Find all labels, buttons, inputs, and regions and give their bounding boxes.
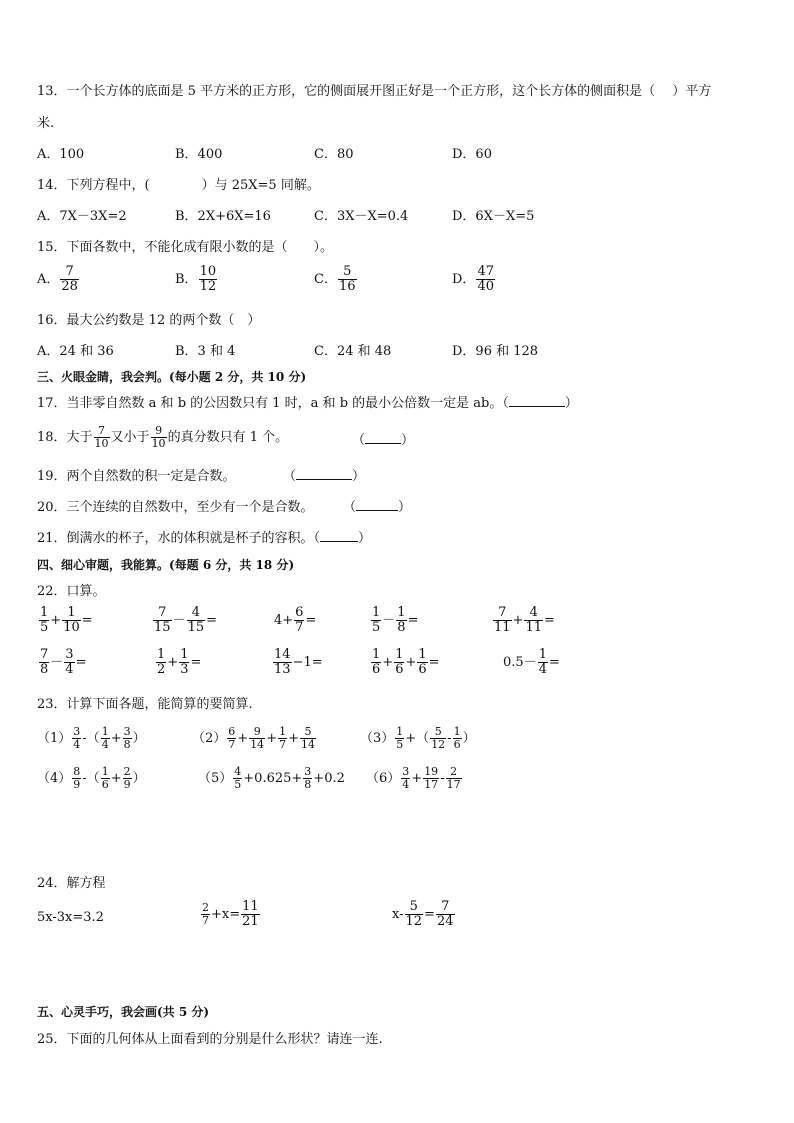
section-4-heading: 四、细心审题，我能算。(每题 6 分，共 18 分) <box>37 558 295 572</box>
q25-text: 25．下面的几何体从上面看到的分别是什么形状？请连一连. <box>37 1032 383 1047</box>
q22-expr-10: 0.5－ $\frac{1}{4}$ = <box>503 647 560 678</box>
q22-expr-8: $\frac{14}{13}$ −1= <box>274 647 323 678</box>
section-3-heading: 三、火眼金睛，我会判。(每小题 2 分，共 10 分) <box>37 370 307 384</box>
q24-equation-3: x- $\frac{5}{12}$ = $\frac{7}{24}$ <box>392 899 454 930</box>
q13-text: 13．一个长方体的底面是 5 平方米的正方形，它的侧面展开图正好是一个正方形，这个长方体的侧面积是（ ）平方 <box>37 84 712 99</box>
q15-option-c: C． $\frac{5}{16}$ <box>314 264 356 295</box>
q22-expr-3: 4+ $\frac{6}{7}$ = <box>274 605 317 636</box>
q15-text: 15．下面各数中，不能化成有限小数的是（ ）。 <box>37 240 334 255</box>
q22-expr-7: $\frac{1}{2}$ + $\frac{1}{3}$ = <box>157 647 202 678</box>
q23-expr-2: （2） $\frac{6}{7}$ + $\frac{9}{14}$ + $\frac{1}{7}$ + $\frac{5}{14}$ <box>192 725 315 752</box>
q14-option-d: D．6X－X=5 <box>452 209 535 224</box>
q13-option-a: A．100 <box>37 147 85 162</box>
section-5-heading: 五、心灵手巧，我会画(共 5 分) <box>37 1005 210 1019</box>
q22-expr-4: $\frac{1}{5}$ － $\frac{1}{8}$ = <box>372 605 419 636</box>
q14-text: 14．下列方程中，( ）与 25X=5 同解。 <box>37 178 320 193</box>
q16-text: 16．最大公约数是 12 的两个数（ ） <box>37 313 261 328</box>
q18-answer-blank[interactable]: （ ） <box>352 433 415 448</box>
q24-equation-1: 5x-3x=3.2 <box>37 910 104 925</box>
q22-expr-5: $\frac{7}{11}$ + $\frac{4}{11}$ = <box>494 605 555 636</box>
q24-equation-2: $\frac{2}{7}$ +x= $\frac{11}{21}$ <box>202 899 259 930</box>
q13-text-cont: 米. <box>37 116 55 131</box>
q13-option-b: B．400 <box>175 147 223 162</box>
q13-option-d: D．60 <box>452 147 492 162</box>
q13-option-c: C．80 <box>314 147 354 162</box>
q24-text: 24．解方程 <box>37 876 106 891</box>
q23-text: 23．计算下面各题，能简算的要简算. <box>37 697 253 712</box>
q23-expr-5: （5） $\frac{4}{5}$ +0.625+ $\frac{3}{8}$ +0.2 <box>198 765 345 792</box>
q14-option-c: C．3X－X=0.4 <box>314 209 409 224</box>
q23-expr-4: （4） $\frac{8}{9}$ -（ $\frac{1}{6}$ + $\frac{2}{9}$ ） <box>37 765 146 792</box>
q19-answer-blank[interactable]: （ ） <box>283 469 366 484</box>
q16-option-c: C．24 和 48 <box>314 344 392 359</box>
q15-option-d: D． $\frac{47}{40}$ <box>452 264 494 295</box>
q22-expr-1: $\frac{1}{5}$ + $\frac{1}{10}$ = <box>40 605 93 636</box>
q23-expr-6: （6） $\frac{3}{4}$ + $\frac{19}{17}$ - $\frac{2}{17}$ <box>366 765 461 792</box>
q22-expr-2: $\frac{7}{15}$ － $\frac{4}{15}$ = <box>154 605 218 636</box>
q15-option-a: A． $\frac{7}{28}$ <box>37 264 78 295</box>
q14-option-a: A．7X－3X=2 <box>37 209 127 224</box>
q16-option-d: D．96 和 128 <box>452 344 539 359</box>
q22-expr-9: $\frac{1}{6}$ + $\frac{1}{6}$ + $\frac{1}{6}$ = <box>372 647 440 678</box>
q20-answer-blank[interactable]: （ ） <box>343 500 412 515</box>
q18-text: 18．大于 $\frac{7}{10}$ 又小于 $\frac{9}{10}$ 的真分数只有 1 个。 <box>37 424 289 451</box>
q17-text: 17．当非零自然数 a 和 b 的公因数只有 1 时，a 和 b 的最小公倍数一定是 ab。（ ） <box>37 396 578 411</box>
q15-option-b: B． $\frac{10}{12}$ <box>175 264 217 295</box>
q20-text: 20．三个连续的自然数中，至少有一个是合数。 <box>37 500 314 515</box>
q23-expr-3: （3） $\frac{1}{5}$ +（ $\frac{5}{12}$ - $\frac{1}{6}$ ） <box>360 725 476 752</box>
q22-expr-6: $\frac{7}{8}$ － $\frac{3}{4}$ = <box>40 647 87 678</box>
q22-text: 22．口算。 <box>37 584 106 599</box>
q19-text: 19．两个自然数的积一定是合数。 <box>37 469 236 484</box>
q16-option-a: A．24 和 36 <box>37 344 114 359</box>
q14-option-b: B．2X+6X=16 <box>175 209 271 224</box>
q21-text: 21．倒满水的杯子，水的体积就是杯子的容积。（ ） <box>37 531 372 546</box>
q16-option-b: B．3 和 4 <box>175 344 236 359</box>
q23-expr-1: （1） $\frac{3}{4}$ -（ $\frac{1}{4}$ + $\frac{3}{8}$ ） <box>37 725 146 752</box>
